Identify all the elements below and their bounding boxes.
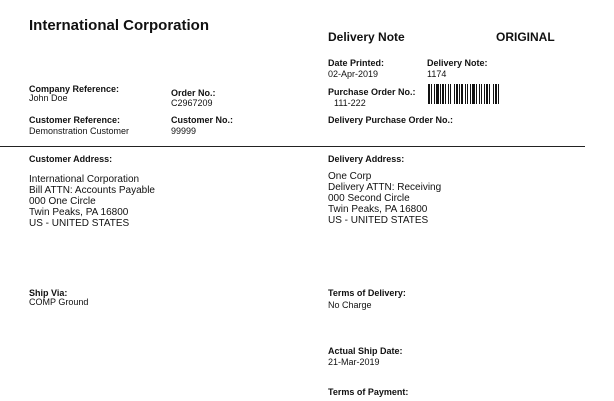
- company-reference-value: John Doe: [29, 93, 68, 103]
- customer-no-label: Customer No.:: [171, 115, 234, 125]
- delivery-address-line: US - UNITED STATES: [328, 215, 429, 226]
- terms-of-delivery-label: Terms of Delivery:: [328, 288, 406, 298]
- customer-address-label: Customer Address:: [29, 154, 113, 164]
- company-reference-label: Company Reference:: [29, 84, 120, 94]
- date-printed-value: 02-Apr-2019: [328, 69, 379, 79]
- order-no-value: C2967209: [171, 98, 213, 108]
- ship-via-label: Ship Via:: [29, 288, 68, 298]
- customer-address-line: Bill ATTN: Accounts Payable: [29, 185, 155, 196]
- delivery-address-label: Delivery Address:: [328, 154, 405, 164]
- delivery-purchase-order-label: Delivery Purchase Order No.:: [328, 115, 454, 125]
- delivery-address-line: One Corp: [328, 171, 372, 182]
- actual-ship-date-value: 21-Mar-2019: [328, 357, 380, 367]
- customer-address-line: US - UNITED STATES: [29, 218, 130, 229]
- date-printed-label: Date Printed:: [328, 58, 385, 68]
- customer-address-line: International Corporation: [29, 174, 140, 185]
- delivery-note-value: 1174: [427, 69, 447, 79]
- purchase-order-label: Purchase Order No.:: [328, 87, 416, 97]
- delivery-address-line: Twin Peaks, PA 16800: [328, 204, 428, 215]
- customer-reference-value: Demonstration Customer: [29, 126, 130, 136]
- customer-address-block: [29, 174, 155, 229]
- header-divider: [0, 146, 585, 147]
- company-name: International Corporation: [29, 17, 209, 34]
- order-no-label: Order No.:: [171, 88, 216, 98]
- document-title: Delivery Note: [328, 30, 405, 44]
- actual-ship-date-label: Actual Ship Date:: [328, 346, 403, 356]
- customer-no-value: 99999: [171, 126, 197, 136]
- terms-of-payment-label: Terms of Payment:: [328, 387, 409, 397]
- delivery-address-line: Delivery ATTN: Receiving: [328, 182, 442, 193]
- delivery-address-block: [328, 171, 441, 226]
- purchase-order-value: 111-222: [334, 98, 366, 108]
- delivery-address-line: 000 Second Circle: [328, 193, 410, 204]
- ship-via-value: COMP Ground: [29, 297, 89, 307]
- terms-of-delivery-value: No Charge: [328, 300, 372, 310]
- copy-type-label: ORIGINAL: [496, 30, 555, 44]
- customer-address-line: Twin Peaks, PA 16800: [29, 207, 129, 218]
- customer-reference-label: Customer Reference:: [29, 115, 121, 125]
- delivery-note-label: Delivery Note:: [427, 58, 488, 68]
- barcode-icon: [428, 84, 522, 104]
- customer-address-line: 000 One Circle: [29, 196, 96, 207]
